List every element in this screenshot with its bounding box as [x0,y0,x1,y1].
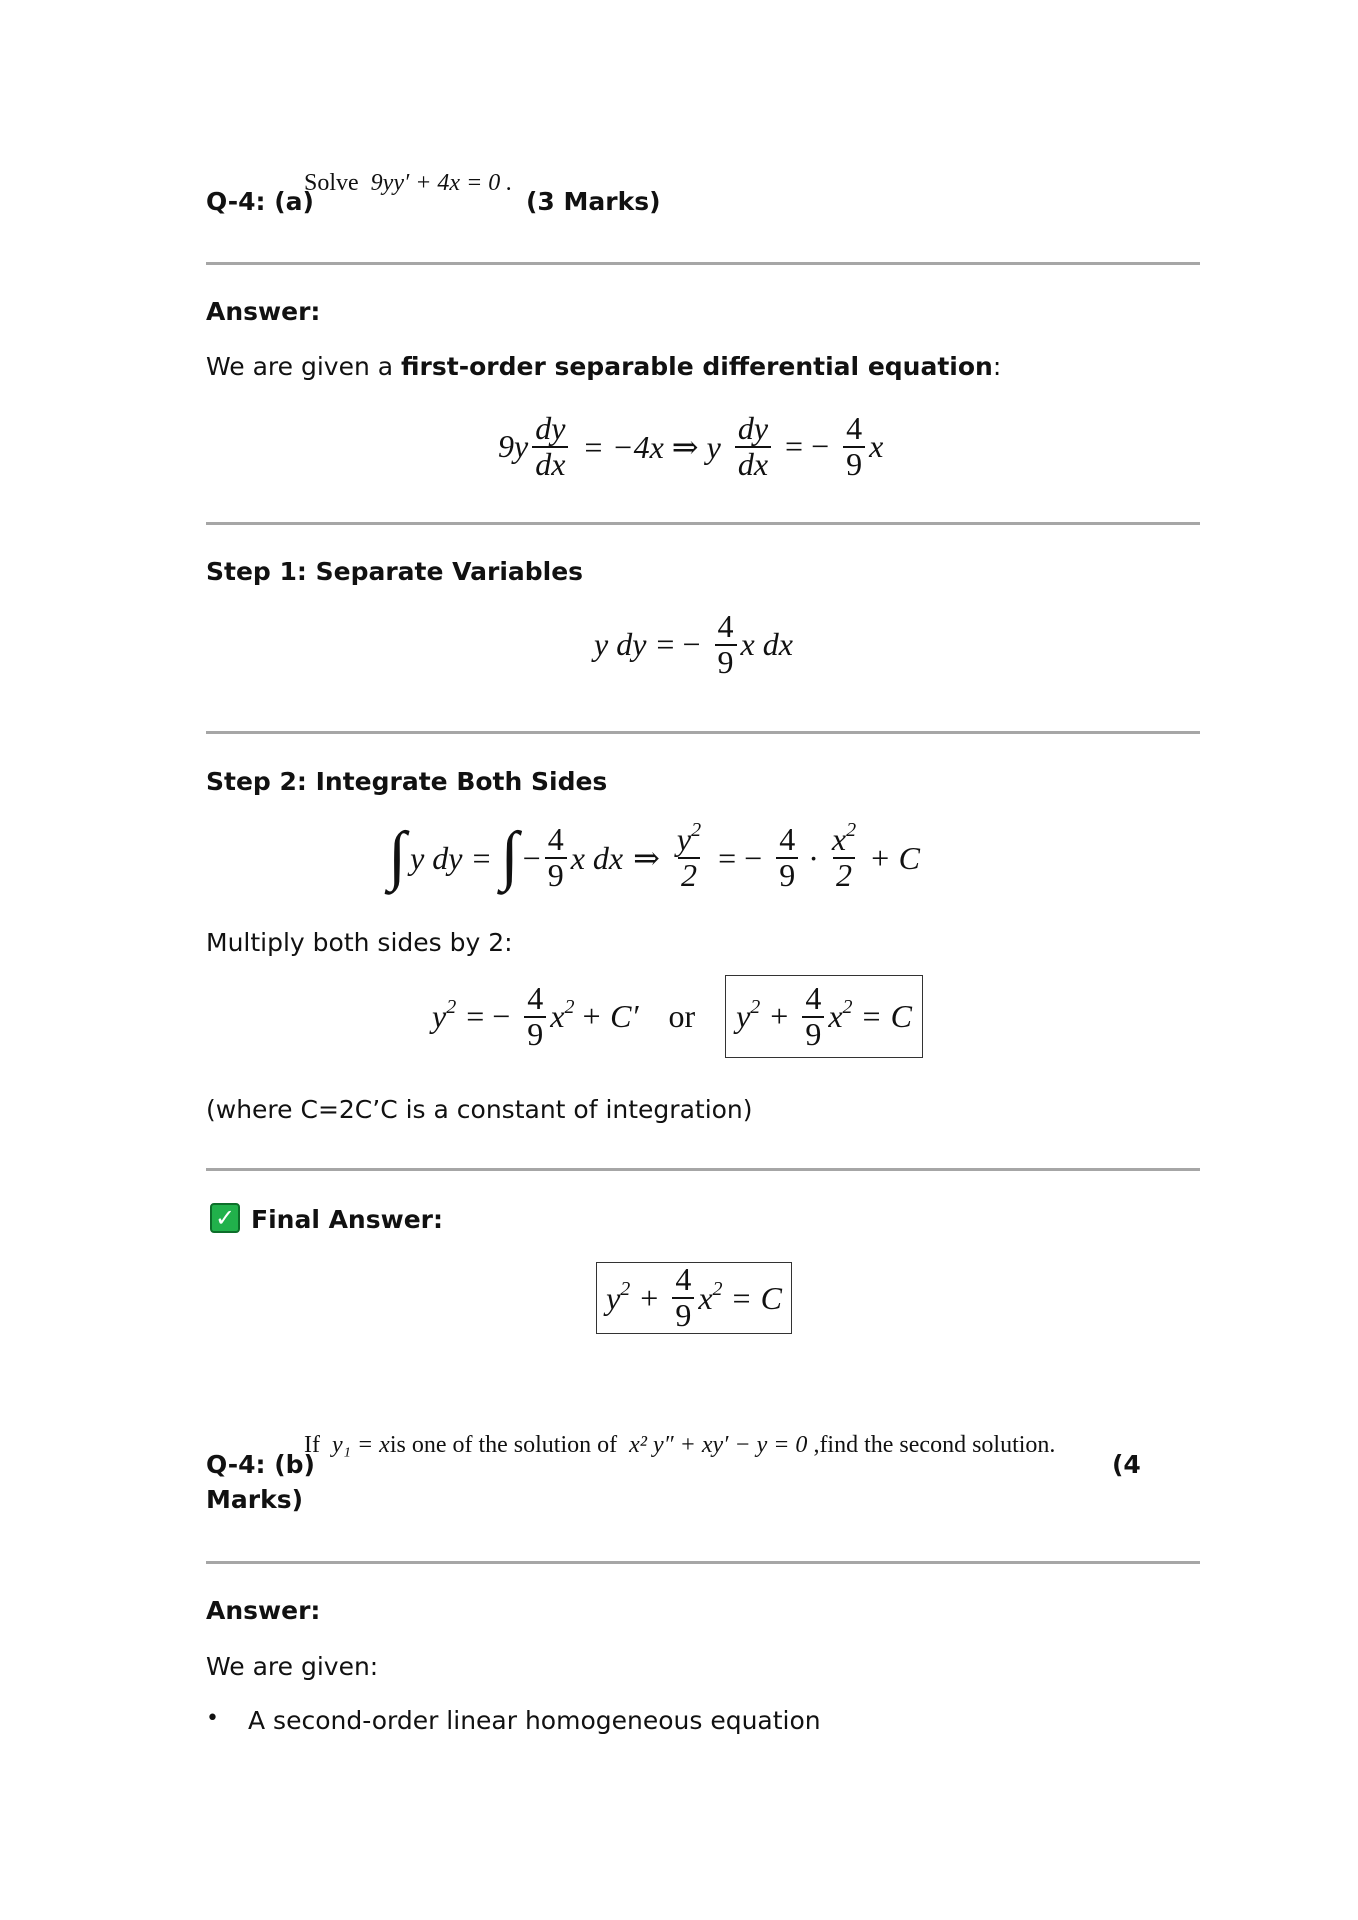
question-b-text: If y₁ = xis one of the solution of x² y″ + xy′ − y = 0 ,find the second solution. [304,1432,1056,1458]
multiply-text: Multiply both sides by 2: [206,928,513,957]
equation-separated: y dy = − $\frac{4}{9}$ x dx [594,608,793,680]
list-item: • A second-order linear homogeneous equation [206,1706,821,1735]
divider [206,522,1200,525]
equation-multiplied: $y^2$ = − $\frac{4}{9}$ $x^2$ + C′ or $y^2$ + $\frac{4}{9}$ $x^2$ = C [432,975,923,1058]
question-a-text: Solve 9yy′ + 4x = 0 . [304,170,513,196]
divider [206,1168,1200,1171]
final-answer-heading: Final Answer: [251,1205,443,1234]
final-answer-box: $y^2$ + $\frac{4}{9}$ $x^2$ = C [596,1262,792,1334]
question-b-marks: (4 [1112,1450,1141,1479]
divider [206,1561,1200,1564]
divider [206,731,1200,734]
equation-integrated: ∫ y dy = ∫ − $\frac{4}{9}$ x dx ⇒ $\frac{y^2}{2}$ = − $\frac{4}{9}$ · $\frac{x^2}{2}$ + C [388,819,920,893]
bullet-icon: • [206,1706,219,1731]
answer-a-heading: Answer: [206,297,321,326]
answer-a-intro: We are given a first-order separable differential equation: [206,352,1002,381]
question-b-marks-line2: Marks) [206,1485,304,1514]
equation-given: 9y $\frac{dy}{dx}$ = −4x ⇒ y $\frac{dy}{dx}$ = − $\frac{4}{9}$ x [498,410,884,482]
constant-note: (where C=2C’C is a constant of integration) [206,1095,753,1124]
answer-b-given: We are given: [206,1652,379,1681]
question-b-label: Q-4: (b) [206,1450,315,1479]
answer-b-heading: Answer: [206,1596,321,1625]
boxed-result: $y^2$ + $\frac{4}{9}$ $x^2$ = C [725,975,923,1058]
divider [206,262,1200,265]
check-mark-icon: ✓ [210,1203,240,1233]
question-a-label: Q-4: (a) [206,187,314,216]
question-a-marks: (3 Marks) [526,187,661,216]
step2-heading: Step 2: Integrate Both Sides [206,767,608,796]
step1-heading: Step 1: Separate Variables [206,557,584,586]
